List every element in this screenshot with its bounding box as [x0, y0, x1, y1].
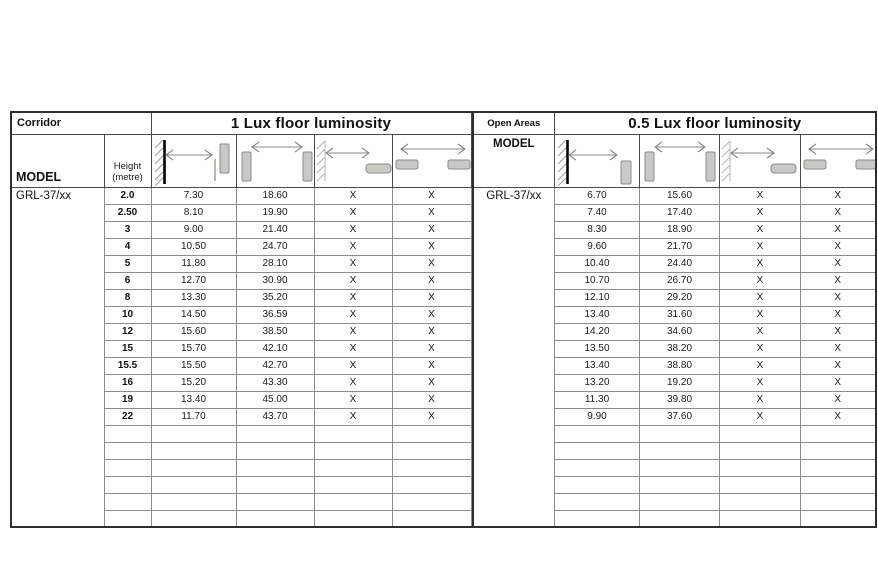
value-cell: [314, 459, 392, 476]
wall-to-luminaire-vertical-low-icon: [555, 134, 640, 187]
value-cell: 11.80: [151, 255, 236, 272]
value-cell: X: [314, 272, 392, 289]
value-cell: [151, 425, 236, 442]
height-cell: 12: [104, 323, 151, 340]
model-column-header: MODEL: [473, 134, 555, 187]
value-cell: X: [720, 306, 801, 323]
value-cell: [720, 425, 801, 442]
value-cell: X: [392, 340, 471, 357]
value-cell: 18.90: [640, 221, 720, 238]
value-cell: [314, 510, 392, 527]
height-cell: 3: [104, 221, 151, 238]
height-cell: [104, 476, 151, 493]
value-cell: X: [801, 374, 876, 391]
value-cell: 24.70: [236, 238, 314, 255]
value-cell: 12.10: [555, 289, 640, 306]
value-cell: [640, 510, 720, 527]
value-cell: X: [720, 357, 801, 374]
value-cell: [392, 510, 471, 527]
value-cell: X: [314, 340, 392, 357]
value-cell: [151, 476, 236, 493]
value-cell: X: [314, 255, 392, 272]
value-cell: [392, 442, 471, 459]
value-cell: 13.30: [151, 289, 236, 306]
model-column-header: MODEL: [11, 134, 104, 187]
value-cell: [151, 459, 236, 476]
value-cell: [314, 476, 392, 493]
height-cell: 2.50: [104, 204, 151, 221]
section-label-open-areas: Open Areas: [473, 112, 555, 134]
value-cell: [392, 459, 471, 476]
lux-header-1lux: 1 Lux floor luminosity: [151, 112, 471, 134]
value-cell: 14.20: [555, 323, 640, 340]
value-cell: [236, 476, 314, 493]
value-cell: 18.60: [236, 187, 314, 204]
value-cell: [555, 459, 640, 476]
luminosity-tables: [10, 111, 877, 528]
value-cell: 30.90: [236, 272, 314, 289]
value-cell: X: [801, 289, 876, 306]
value-cell: 9.00: [151, 221, 236, 238]
value-cell: X: [314, 187, 392, 204]
value-cell: X: [314, 204, 392, 221]
height-cell: [104, 510, 151, 527]
value-cell: 10.70: [555, 272, 640, 289]
height-cell: 15: [104, 340, 151, 357]
value-cell: 13.40: [555, 357, 640, 374]
height-cell: 8: [104, 289, 151, 306]
value-cell: [151, 493, 236, 510]
value-cell: [801, 476, 876, 493]
table-row: [473, 187, 876, 204]
value-cell: X: [314, 221, 392, 238]
value-cell: [720, 493, 801, 510]
value-cell: [555, 510, 640, 527]
wall-to-luminaire-vertical-icon: [154, 138, 234, 186]
value-cell: X: [720, 289, 801, 306]
luminaire-to-luminaire-horizontal-icon: [801, 134, 876, 187]
value-cell: 21.40: [236, 221, 314, 238]
height-column-header: [104, 134, 151, 187]
value-cell: X: [720, 238, 801, 255]
value-cell: 15.50: [151, 357, 236, 374]
value-cell: [555, 476, 640, 493]
value-cell: [640, 476, 720, 493]
value-cell: X: [720, 374, 801, 391]
height-cell: [104, 493, 151, 510]
value-cell: [640, 493, 720, 510]
value-cell: 28.10: [236, 255, 314, 272]
value-cell: X: [314, 238, 392, 255]
value-cell: X: [392, 357, 471, 374]
luminaire-to-luminaire-vertical-icon: [236, 134, 314, 187]
value-cell: X: [314, 374, 392, 391]
value-cell: 29.20: [640, 289, 720, 306]
height-cell: 5: [104, 255, 151, 272]
value-cell: X: [314, 408, 392, 425]
value-cell: 15.70: [151, 340, 236, 357]
value-cell: 13.20: [555, 374, 640, 391]
value-cell: [640, 459, 720, 476]
value-cell: X: [392, 289, 471, 306]
value-cell: X: [392, 187, 471, 204]
value-cell: [801, 510, 876, 527]
wall-to-luminaire-horizontal-icon: [720, 138, 800, 186]
value-cell: 19.20: [640, 374, 720, 391]
column-header-row: [473, 134, 876, 187]
value-cell: 36.59: [236, 306, 314, 323]
value-cell: [720, 476, 801, 493]
luminaire-to-luminaire-horizontal-icon: [801, 138, 876, 186]
value-cell: [392, 493, 471, 510]
corridor-table: [10, 111, 472, 528]
value-cell: [392, 425, 471, 442]
value-cell: [151, 510, 236, 527]
value-cell: 9.60: [555, 238, 640, 255]
value-cell: 42.70: [236, 357, 314, 374]
luminaire-to-luminaire-vertical-icon: [237, 138, 315, 186]
model-value: GRL-37/xx: [11, 187, 104, 527]
value-cell: 14.50: [151, 306, 236, 323]
table-row: [11, 187, 471, 204]
luminaire-to-luminaire-horizontal-icon: [392, 134, 471, 187]
value-cell: X: [392, 221, 471, 238]
value-cell: X: [801, 204, 876, 221]
value-cell: 21.70: [640, 238, 720, 255]
value-cell: X: [801, 391, 876, 408]
value-cell: [236, 425, 314, 442]
value-cell: 13.40: [151, 391, 236, 408]
lux-header-05lux: 0.5 Lux floor luminosity: [555, 112, 876, 134]
value-cell: 42.10: [236, 340, 314, 357]
value-cell: 38.20: [640, 340, 720, 357]
value-cell: 15.60: [151, 323, 236, 340]
value-cell: [151, 442, 236, 459]
section-header-row: [473, 112, 876, 134]
value-cell: [640, 425, 720, 442]
value-cell: 31.60: [640, 306, 720, 323]
value-cell: X: [720, 187, 801, 204]
wall-to-luminaire-horizontal-icon: [720, 134, 801, 187]
value-cell: 38.50: [236, 323, 314, 340]
section-header-row: [11, 112, 471, 134]
section-label-corridor: Corridor: [11, 112, 151, 134]
value-cell: [640, 442, 720, 459]
value-cell: 13.50: [555, 340, 640, 357]
value-cell: X: [720, 391, 801, 408]
value-cell: [314, 493, 392, 510]
value-cell: X: [392, 306, 471, 323]
open-areas-table: [472, 111, 877, 528]
value-cell: X: [720, 204, 801, 221]
value-cell: 15.20: [151, 374, 236, 391]
value-cell: 24.40: [640, 255, 720, 272]
value-cell: [801, 442, 876, 459]
value-cell: 13.40: [555, 306, 640, 323]
value-cell: X: [801, 306, 876, 323]
value-cell: X: [392, 323, 471, 340]
value-cell: 34.60: [640, 323, 720, 340]
value-cell: 11.70: [151, 408, 236, 425]
height-cell: 15.5: [104, 357, 151, 374]
wall-to-luminaire-vertical-icon: [151, 134, 236, 187]
value-cell: 7.30: [151, 187, 236, 204]
value-cell: 39.80: [640, 391, 720, 408]
value-cell: 15.60: [640, 187, 720, 204]
value-cell: X: [801, 357, 876, 374]
value-cell: [236, 510, 314, 527]
value-cell: [720, 459, 801, 476]
value-cell: X: [720, 272, 801, 289]
height-cell: 4: [104, 238, 151, 255]
value-cell: 37.60: [640, 408, 720, 425]
value-cell: X: [314, 289, 392, 306]
value-cell: [236, 459, 314, 476]
value-cell: 8.10: [151, 204, 236, 221]
value-cell: X: [392, 391, 471, 408]
value-cell: [555, 442, 640, 459]
value-cell: X: [720, 221, 801, 238]
value-cell: X: [801, 272, 876, 289]
value-cell: [801, 493, 876, 510]
value-cell: 45.00: [236, 391, 314, 408]
value-cell: 26.70: [640, 272, 720, 289]
value-cell: [801, 459, 876, 476]
value-cell: [236, 493, 314, 510]
value-cell: X: [801, 221, 876, 238]
height-header-line1: Height: [113, 160, 142, 172]
value-cell: 17.40: [640, 204, 720, 221]
height-cell: 16: [104, 374, 151, 391]
height-header-line2: (metre): [112, 172, 143, 184]
value-cell: 19.90: [236, 204, 314, 221]
value-cell: X: [314, 357, 392, 374]
value-cell: [720, 510, 801, 527]
height-cell: 19: [104, 391, 151, 408]
value-cell: 38.80: [640, 357, 720, 374]
value-cell: 7.40: [555, 204, 640, 221]
value-cell: 10.50: [151, 238, 236, 255]
value-cell: X: [720, 323, 801, 340]
value-cell: X: [720, 340, 801, 357]
value-cell: 43.30: [236, 374, 314, 391]
value-cell: X: [801, 340, 876, 357]
value-cell: 8.30: [555, 221, 640, 238]
model-value: GRL-37/xx: [473, 187, 555, 527]
value-cell: X: [801, 187, 876, 204]
value-cell: X: [314, 323, 392, 340]
value-cell: 35.20: [236, 289, 314, 306]
height-cell: [104, 442, 151, 459]
value-cell: [720, 442, 801, 459]
value-cell: [392, 476, 471, 493]
height-cell: [104, 459, 151, 476]
value-cell: 12.70: [151, 272, 236, 289]
value-cell: [555, 493, 640, 510]
value-cell: X: [392, 204, 471, 221]
wall-to-luminaire-horizontal-icon: [314, 134, 392, 187]
value-cell: X: [801, 238, 876, 255]
value-cell: X: [801, 408, 876, 425]
luminaire-to-luminaire-vertical-icon: [640, 134, 720, 187]
wall-to-luminaire-vertical-low-icon: [557, 138, 637, 186]
value-cell: X: [392, 272, 471, 289]
value-cell: [801, 425, 876, 442]
value-cell: [555, 425, 640, 442]
value-cell: X: [392, 238, 471, 255]
value-cell: X: [392, 255, 471, 272]
value-cell: 11.30: [555, 391, 640, 408]
value-cell: X: [720, 255, 801, 272]
luminaire-to-luminaire-vertical-icon: [640, 138, 720, 186]
height-cell: 22: [104, 408, 151, 425]
height-cell: 6: [104, 272, 151, 289]
value-cell: X: [720, 408, 801, 425]
wall-to-luminaire-horizontal-icon: [315, 138, 393, 186]
value-cell: [314, 442, 392, 459]
luminaire-to-luminaire-horizontal-icon: [393, 138, 472, 186]
value-cell: X: [801, 255, 876, 272]
value-cell: 6.70: [555, 187, 640, 204]
value-cell: X: [314, 306, 392, 323]
value-cell: 43.70: [236, 408, 314, 425]
value-cell: X: [314, 391, 392, 408]
height-cell: [104, 425, 151, 442]
value-cell: X: [801, 323, 876, 340]
column-header-row: [11, 134, 471, 187]
value-cell: [236, 442, 314, 459]
value-cell: 9.90: [555, 408, 640, 425]
value-cell: X: [392, 408, 471, 425]
height-cell: 2.0: [104, 187, 151, 204]
value-cell: 10.40: [555, 255, 640, 272]
height-cell: 10: [104, 306, 151, 323]
value-cell: X: [392, 374, 471, 391]
value-cell: [314, 425, 392, 442]
